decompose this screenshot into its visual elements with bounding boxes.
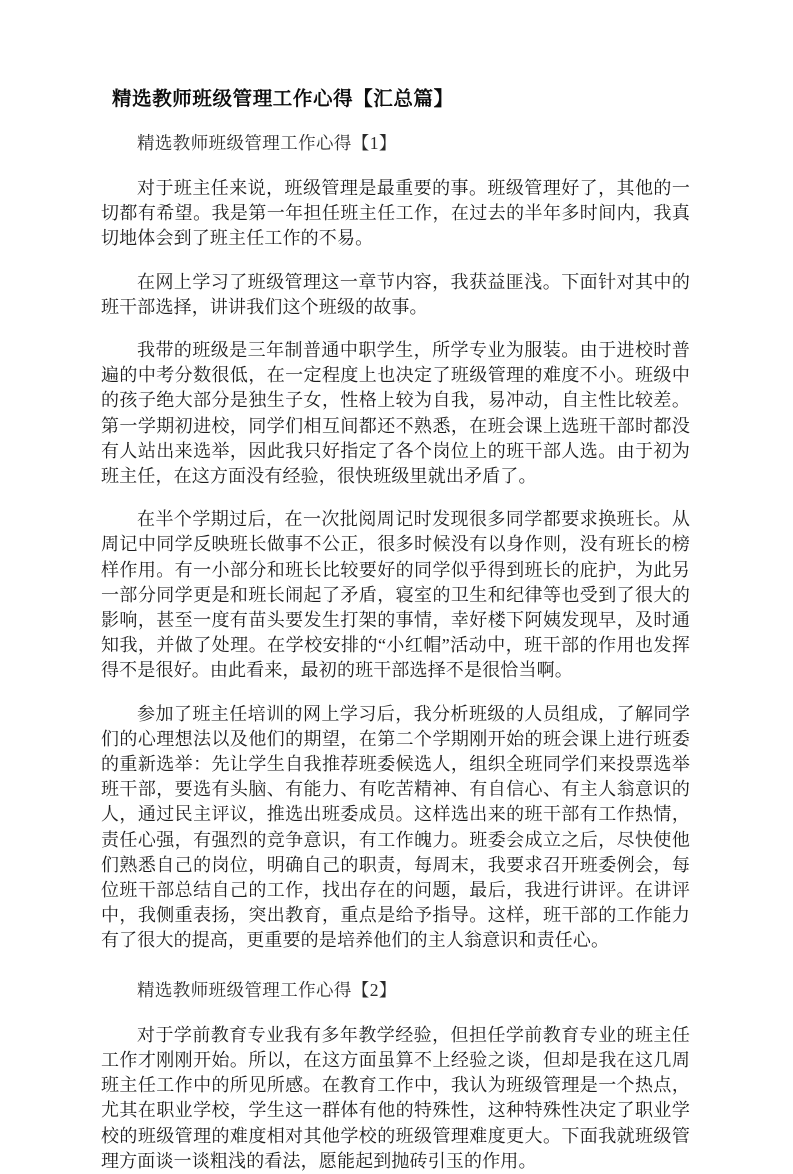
spacer (101, 954, 690, 978)
document-body (101, 131, 690, 1174)
paragraph-1-5: 参加了班主任培训的网上学习后，我分析班级的人员组成，了解同学们的心理想法以及他们的期望，在第二个学期刚开始的班会课上进行班委的重新选举：先让学生自我推荐班委候选人，组织全班同学们来投票选举班干部，要选有头脑、有能力、有吃苦精神、有自信心、有主人翁意识的人，通过民主评议，推选出班委成员。这样选出来的班干部有工作热情，责任心强，有强烈的竞争意识，有工作魄力。班委会成立之后，尽快使他们熟悉自己的岗位，明确自己的职责，每周末，我要求召开班委例会，每位班干部总结自己的工作，找出存在的问题，最后，我进行讲评。在讲评中，我侧重表扬，突出教育，重点是给予指导。这样，班干部的工作能力有了很大的提高，更重要的是培养他们的主人翁意识和责任心。 (101, 703, 690, 951)
paragraph-1-3: 我带的班级是三年制普通中职学生，所学专业为服装。由于进校时普遍的中考分数很低，在一定程度上也决定了班级管理的难度不小。班级中的孩子绝大部分是独生子女，性格上较为自我，易冲动，自主性比较差。第一学期初进校，同学们相互间都还不熟悉，在班会课上选班干部时都没有人站出来选举，因此我只好指定了各个岗位上的班干部人选。由于初为班主任，在这方面没有经验，很快班级里就出矛盾了。 (101, 340, 690, 487)
spacer (101, 156, 690, 176)
paragraph-1-2: 在网上学习了班级管理这一章节内容，我获益匪浅。下面针对其中的班干部选择，讲讲我们这个班级的故事。 (101, 271, 690, 317)
paragraph-2-1: 对于学前教育专业我有多年教学经验，但担任学前教育专业的班主任工作才刚刚开始。所以，在这方面虽算不上经验之谈，但却是我在这几周班主任工作中的所见所感。在教育工作中，我认为班级管理是一个热点，尤其在职业学校，学生这一群体有他的特殊性，这种特殊性决定了职业学校的班级管理的难度相对其他学校的班级管理难度更大。下面我就班级管理方面谈一谈粗浅的看法，愿能起到抛砖引玉的作用。 (101, 1024, 690, 1171)
spacer (101, 320, 690, 338)
document-section-1 (101, 131, 690, 954)
page-title: 精选教师班级管理工作心得【汇总篇】 (112, 89, 454, 110)
paragraph-1-4: 在半个学期过后，在一次批阅周记时发现很多同学都要求换班长。从周记中同学反映班长做事不公正，很多时候没有以身作则，没有班长的榜样作用。有一小部分和班长比较要好的同学似乎得到班长的庇护，为此另一部分同学更是和班长闹起了矛盾，寝室的卫生和纪律等也受到了很大的影响，甚至一度有苗头要发生打架的事情，幸好楼下阿姨发现早，及时通知我，并做了处理。在学校安排的“小红帽”活动中，班干部的作用也发挥得不是很好。由此看来，最初的班干部选择不是很恰当啊。 (101, 509, 690, 681)
section-heading-1: 精选教师班级管理工作心得【1】 (137, 133, 397, 153)
spacer (101, 684, 690, 702)
spacer (101, 252, 690, 270)
document-section-2 (101, 978, 690, 1174)
spacer (101, 489, 690, 507)
paragraph-1-1: 对于班主任来说，班级管理是最重要的事。班级管理好了，其他的一切都有希望。我是第一年担任班主任工作，在过去的半年多时间内，我真切地体会到了班主任工作的不易。 (101, 178, 690, 249)
section-heading-2: 精选教师班级管理工作心得【2】 (137, 979, 397, 1000)
spacer (101, 1003, 690, 1023)
